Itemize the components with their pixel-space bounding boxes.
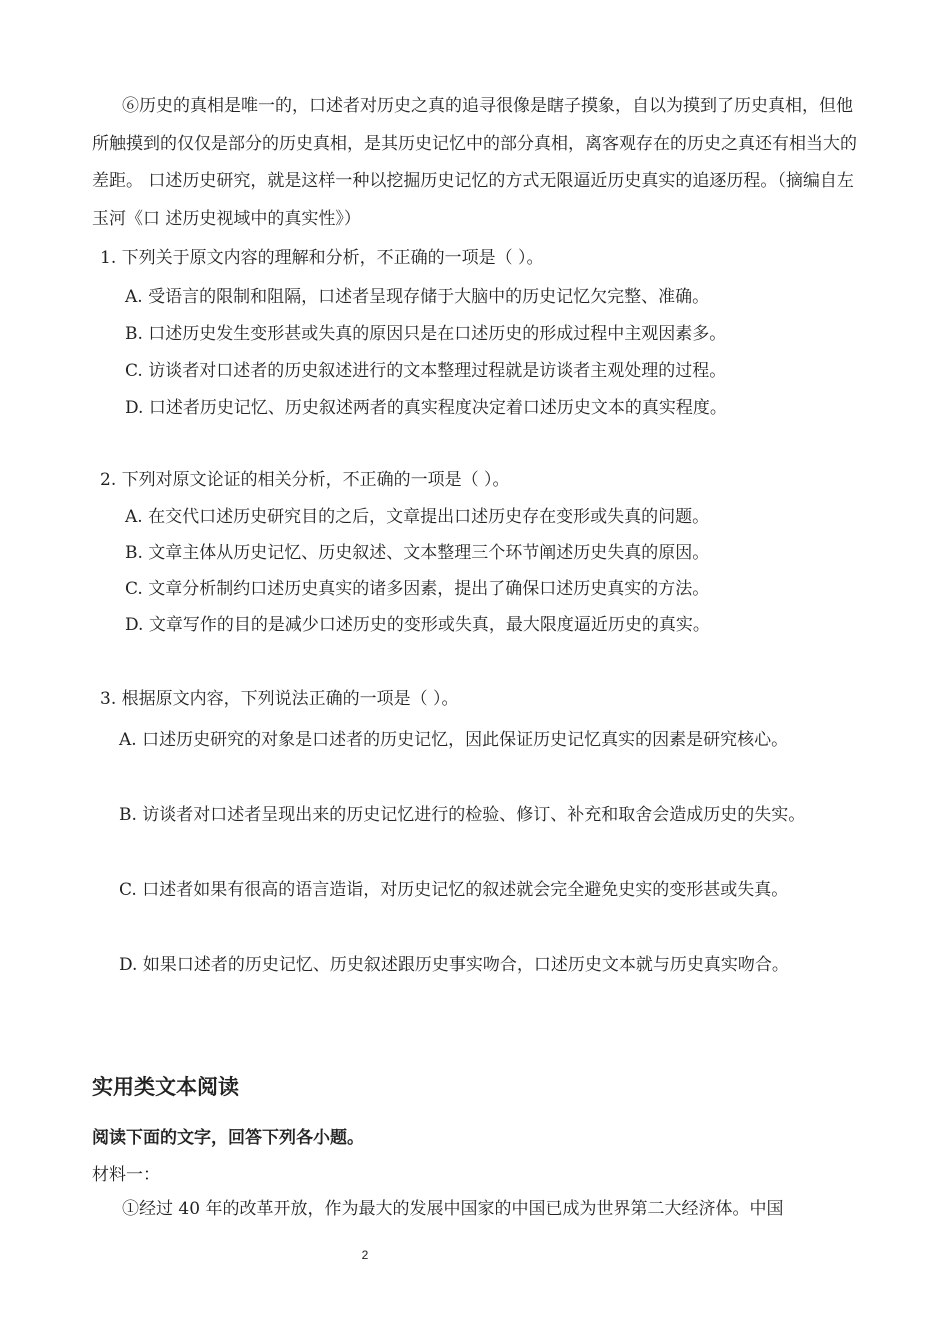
question-2-option-a: A. 在交代口述历史研究目的之后，文章提出口述历史存在变形或失真的问题。 (125, 507, 710, 527)
question-3-stem: 3. 根据原文内容，下列说法正确的一项是（ ）。 (100, 689, 459, 709)
question-3-option-d: D. 如果口述者的历史记忆、历史叙述跟历史事实吻合，口述历史文本就与历史真实吻合。 (119, 955, 789, 975)
material-first-line: ①经过 40 年的改革开放，作为最大的发展中国家的中国已成为世界第二大经济体。中国 (122, 1199, 784, 1219)
passage-paragraph (92, 88, 862, 238)
material-label: 材料一： (92, 1165, 160, 1185)
question-3-option-c: C. 口述者如果有很高的语言造诣，对历史记忆的叙述就会完全避免史实的变形甚或失真。 (119, 880, 789, 900)
question-1-option-d: D. 口述者历史记忆、历史叙述两者的真实程度决定着口述历史文本的真实程度。 (125, 398, 727, 418)
section-title: 实用类文本阅读 (92, 1075, 239, 1099)
question-2-option-b: B. 文章主体从历史记忆、历史叙述、文本整理三个环节阐述历史失真的原因。 (125, 543, 710, 563)
question-1-option-c: C. 访谈者对口述者的历史叙述进行的文本整理过程就是访谈者主观处理的过程。 (125, 361, 727, 381)
question-2-stem: 2. 下列对原文论证的相关分析，不正确的一项是（ ）。 (100, 470, 510, 490)
instruction: 阅读下面的文字，回答下列各小题。 (92, 1128, 364, 1148)
question-3-option-a: A. 口述历史研究的对象是口述者的历史记忆，因此保证历史记忆真实的因素是研究核心。 (119, 730, 789, 750)
question-1-stem: 1. 下列关于原文内容的理解和分析，不正确的一项是（ ）。 (100, 248, 544, 268)
question-1-option-b: B. 口述历史发生变形甚或失真的原因只是在口述历史的形成过程中主观因素多。 (125, 324, 727, 344)
question-2-option-d: D. 文章写作的目的是减少口述历史的变形或失真，最大限度逼近历史的真实。 (125, 615, 710, 635)
page-number: 2 (361, 1248, 369, 1262)
question-3-option-b: B. 访谈者对口述者呈现出来的历史记忆进行的检验、修订、补充和取舍会造成历史的失实。 (119, 805, 806, 825)
passage-text: ⑥历史的真相是唯一的，口述者对历史之真的追寻很像是瞎子摸象，自以为摸到了历史真相，但他所触摸到的仅仅是部分的历史真相，是其历史记忆中的部分真相，离客观存在的历史之真还有相当大的差距。 口述历史研究，就是这样一种以挖掘历史记忆的方式无限逼近历史真实的追逐历程。（摘编自左玉河《口 述历史视域中的真实性》） (92, 96, 857, 229)
question-2-option-c: C. 文章分析制约口述历史真实的诸多因素，提出了确保口述历史真实的方法。 (125, 579, 710, 599)
question-1-option-a: A. 受语言的限制和阻隔，口述者呈现存储于大脑中的历史记忆欠完整、准确。 (125, 287, 710, 307)
